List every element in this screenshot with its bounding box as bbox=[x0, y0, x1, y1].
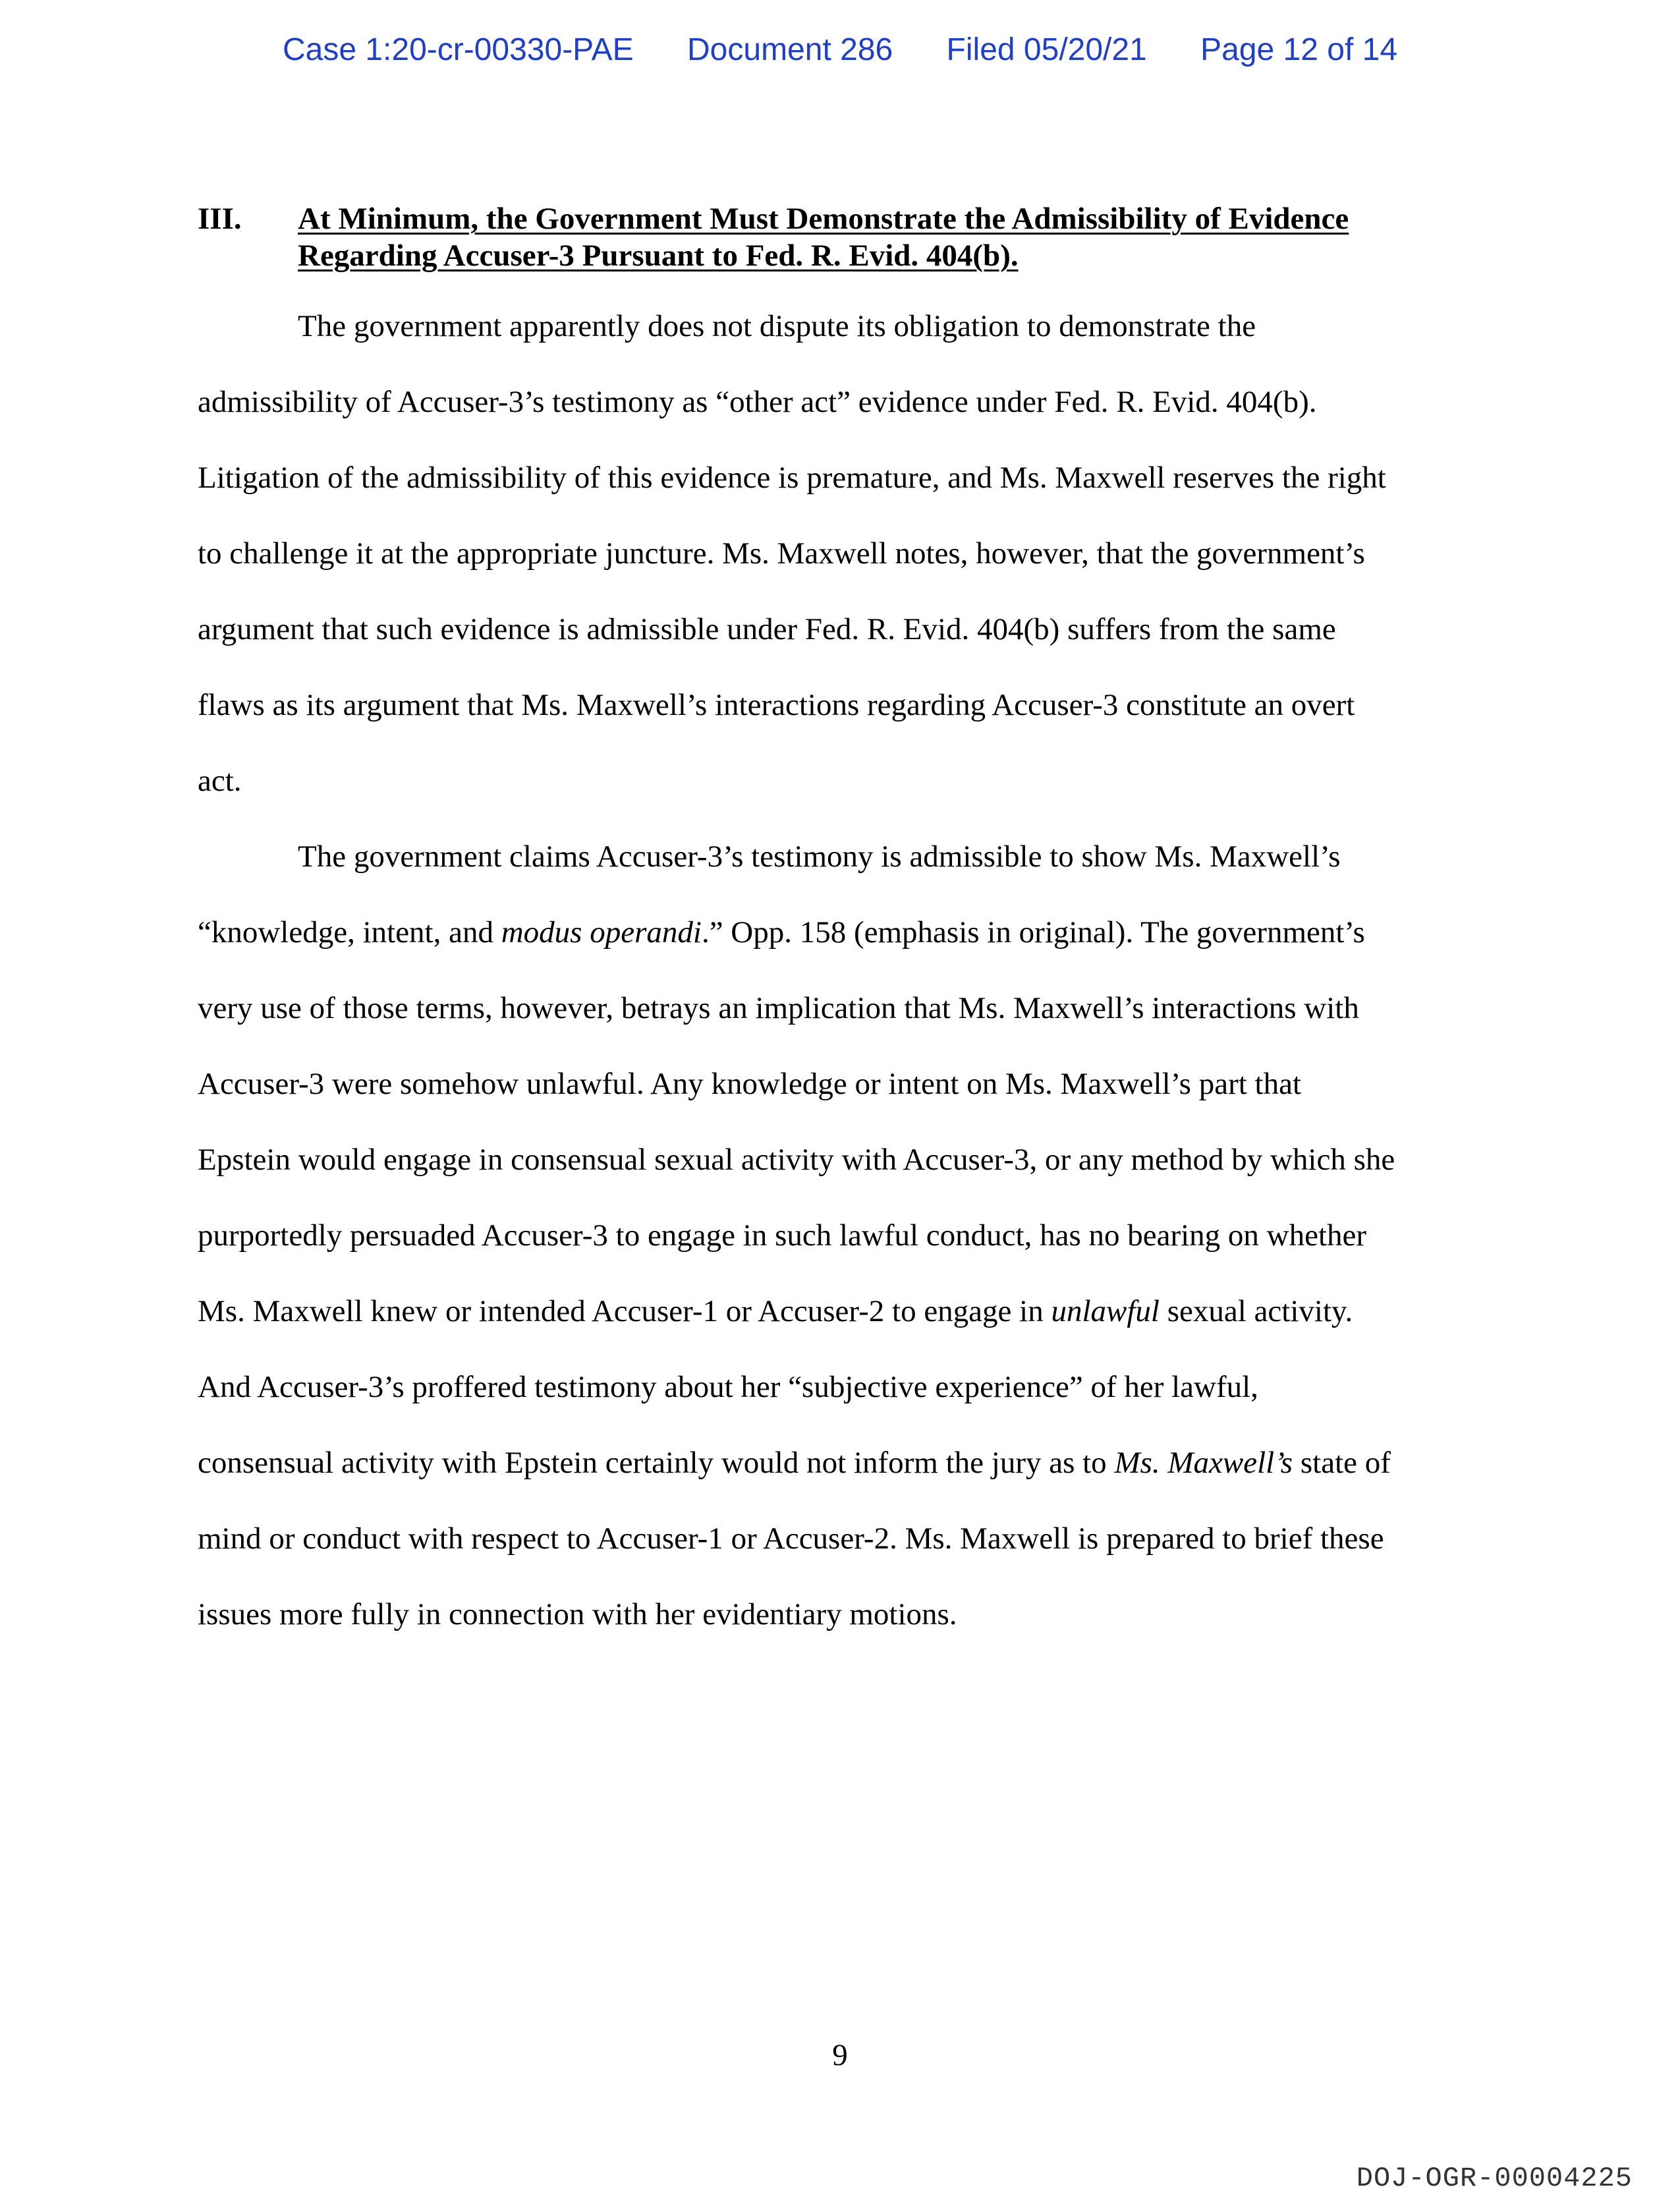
filed-date: Filed 05/20/21 bbox=[946, 32, 1147, 67]
paragraph-2-line: mind or conduct with respect to Accuser-1 or Accuser-2. Ms. Maxwell is prepared to brief these bbox=[198, 1521, 1384, 1556]
ecf-filing-header bbox=[0, 32, 1680, 68]
paragraph-2-line: purportedly persuaded Accuser-3 to engage in such lawful conduct, has no bearing on whether bbox=[198, 1218, 1367, 1253]
paragraph-2-line: And Accuser-3’s proffered testimony about her “subjective experience” of her lawful, bbox=[198, 1370, 1258, 1404]
paragraph-2-line: issues more fully in connection with her evidentiary motions. bbox=[198, 1597, 957, 1631]
paragraph-2-line: Accuser-3 were somehow unlawful. Any knowledge or intent on Ms. Maxwell’s part that bbox=[198, 1067, 1302, 1101]
text-run: Ms. Maxwell knew or intended Accuser-1 or Accuser-2 to engage in bbox=[198, 1294, 1051, 1328]
paragraph-2-line: The government claims Accuser-3’s testimony is admissible to show Ms. Maxwell’s bbox=[298, 839, 1341, 874]
text-run: consensual activity with Epstein certainly would not inform the jury as to bbox=[198, 1446, 1115, 1480]
italic-text: modus operandi bbox=[501, 915, 702, 950]
body-text bbox=[198, 303, 1489, 1667]
text-run: state of bbox=[1293, 1446, 1391, 1480]
text-run: “knowledge, intent, and bbox=[198, 915, 501, 950]
page-of-pages: Page 12 of 14 bbox=[1200, 32, 1398, 67]
bates-number: DOJ-OGR-00004225 bbox=[1356, 2163, 1633, 2194]
paragraph-1-line: admissibility of Accuser-3’s testimony as “other act” evidence under Fed. R. Evid. 404(b). bbox=[198, 385, 1317, 419]
paragraph-1-line: argument that such evidence is admissible under Fed. R. Evid. 404(b) suffers from the same bbox=[198, 612, 1336, 646]
section-number: III. bbox=[198, 202, 242, 236]
italic-text: Ms. Maxwell’s bbox=[1114, 1446, 1293, 1480]
paragraph-1-line: Litigation of the admissibility of this evidence is premature, and Ms. Maxwell reserves the right bbox=[198, 461, 1386, 495]
italic-text: unlawful bbox=[1051, 1294, 1160, 1328]
paragraph-2-line bbox=[198, 1288, 1489, 1364]
text-run: .” Opp. 158 (emphasis in original). The government’s bbox=[701, 915, 1365, 950]
case-number: Case 1:20-cr-00330-PAE bbox=[282, 32, 634, 67]
paragraph-2-line: Epstein would engage in consensual sexual activity with Accuser-3, or any method by which she bbox=[198, 1143, 1395, 1177]
paragraph-1-line: to challenge it at the appropriate juncture. Ms. Maxwell notes, however, that the government’s bbox=[198, 536, 1365, 571]
page-number: 9 bbox=[832, 2038, 848, 2072]
document-number: Document 286 bbox=[687, 32, 893, 67]
paragraph-2-line bbox=[198, 1440, 1489, 1516]
text-run: sexual activity. bbox=[1160, 1294, 1353, 1328]
paragraph-1-line: flaws as its argument that Ms. Maxwell’s interactions regarding Accuser-3 constitute an overt bbox=[198, 688, 1355, 722]
paragraph-1-line: The government apparently does not dispute its obligation to demonstrate the bbox=[298, 309, 1256, 343]
section-title-line-1: At Minimum, the Government Must Demonstrate the Admissibility of Evidence bbox=[298, 202, 1349, 236]
paragraph-2-line bbox=[198, 909, 1489, 985]
paragraph-2-line: very use of those terms, however, betrays an implication that Ms. Maxwell’s interactions with bbox=[198, 991, 1359, 1025]
section-title-line-2: Regarding Accuser-3 Pursuant to Fed. R. Evid. 404(b). bbox=[298, 239, 1019, 273]
paragraph-1-line: act. bbox=[198, 764, 242, 798]
section-title bbox=[298, 200, 1484, 274]
